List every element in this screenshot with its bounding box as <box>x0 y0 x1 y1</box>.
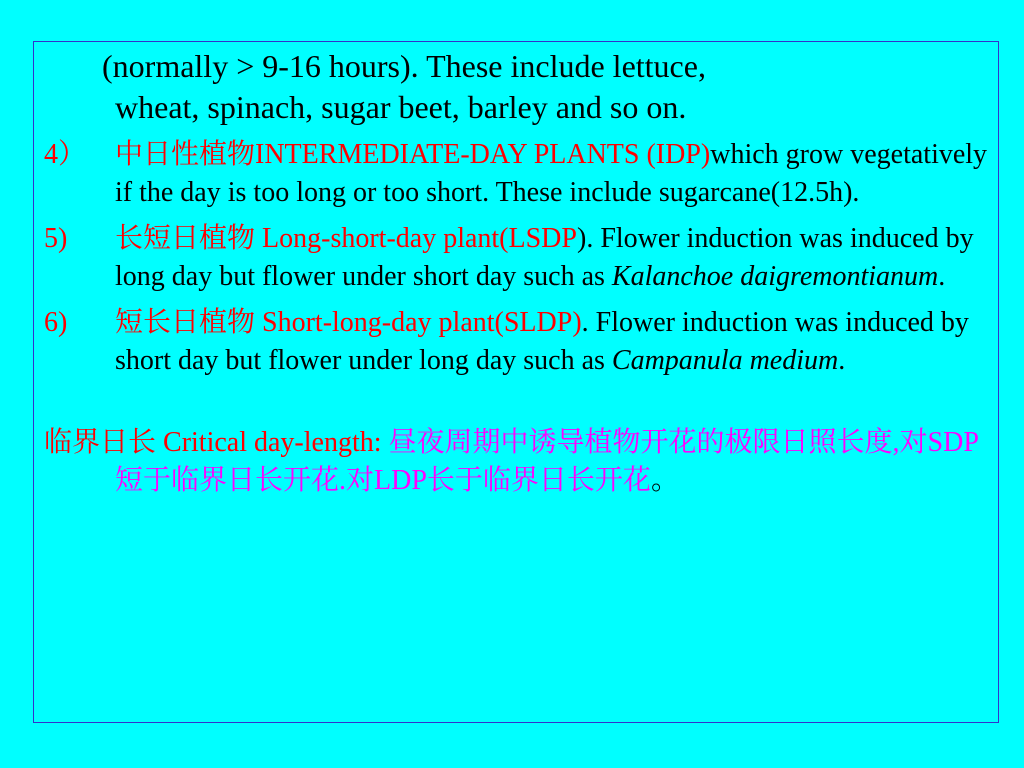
item5-text: . Flower induction was induced by long day but flower under short day such as <box>115 223 974 292</box>
item6-species: Campanula medium <box>611 345 839 376</box>
list-marker-5: 5) <box>44 223 68 254</box>
intro-line-1: (normally > 9-16 hours). These include lettuce, <box>102 48 706 84</box>
critical-day-length-paragraph <box>44 424 994 500</box>
item6-text: . Flower induction was induced by short day but flower under long day such as <box>115 307 969 376</box>
slide-body <box>44 46 994 500</box>
critical-def-part1: 昼夜周期中诱导植物开花的极限日照长度,对 <box>388 427 928 458</box>
critical-en-term: Critical day-length: <box>163 427 382 458</box>
item5-en-title: Long-short-day plant(LSDP <box>262 223 577 254</box>
list-item-4 <box>44 136 994 212</box>
item5-cn-term: 长短日植物 <box>115 223 256 254</box>
item4-en-title: INTERMEDIATE-DAY PLANTS <box>255 139 640 170</box>
intro-paragraph <box>44 46 994 128</box>
critical-end-mark: 。 <box>650 465 679 496</box>
critical-def-part3: 长于临界日长开花 <box>426 465 651 496</box>
item6-cn-term: 短长日植物 <box>115 307 256 338</box>
critical-sdp: SDP <box>927 427 979 458</box>
list-marker-6: 6) <box>44 307 68 338</box>
item4-text: which grow vegetatively if the day is too long or too short. These include sugarcane(12.5h). <box>115 139 988 208</box>
list-item-5 <box>44 220 994 296</box>
list-marker-4: 4） <box>44 139 87 170</box>
item4-abbr: (IDP) <box>646 139 711 170</box>
list-item-6 <box>44 304 994 380</box>
item4-cn-term: 中日性植物 <box>115 139 256 170</box>
spacer <box>44 380 994 424</box>
item6-en-title: Short-long-day plant(SLDP) <box>262 307 582 338</box>
item6-end: . <box>838 345 846 376</box>
item5-close-paren: ) <box>576 223 587 254</box>
critical-ldp: LDP <box>374 465 427 496</box>
item5-species: Kalanchoe daigremontianum <box>611 261 939 292</box>
item5-end: . <box>938 261 946 292</box>
critical-def-part2: 短于临界日长开花.对 <box>115 465 375 496</box>
critical-cn-term: 临界日长 <box>44 427 157 458</box>
intro-line-2: wheat, spinach, sugar beet, barley and so on. <box>115 89 687 125</box>
